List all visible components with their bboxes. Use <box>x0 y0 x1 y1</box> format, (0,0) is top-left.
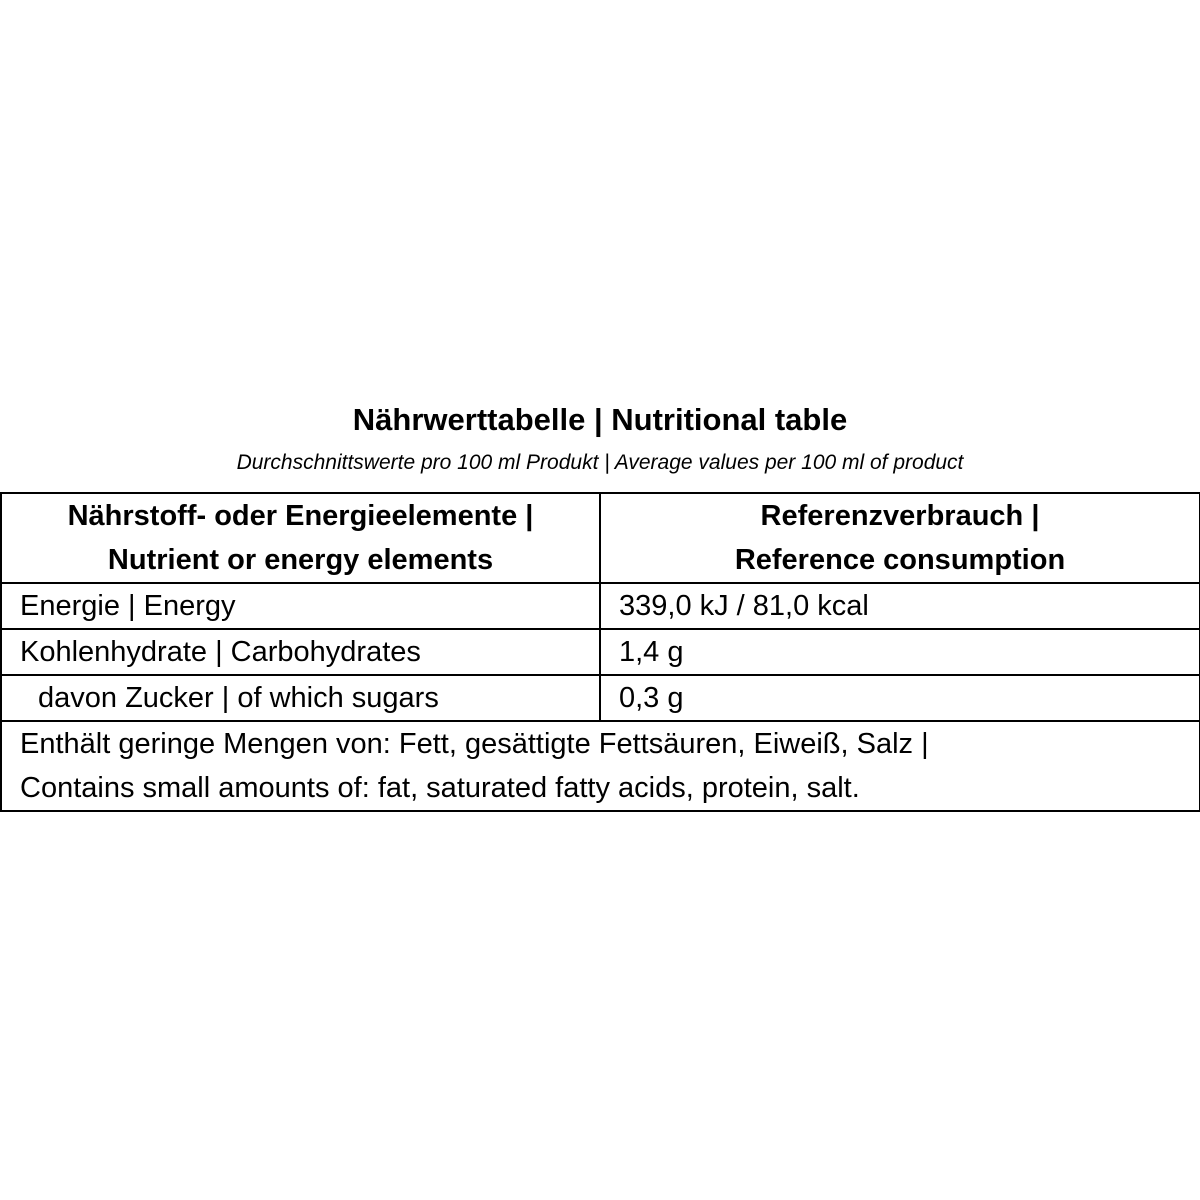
row-energy-value: 339,0 kJ / 81,0 kcal <box>600 583 1200 629</box>
header-nutrient-de: Nährstoff- oder Energieelemente | <box>67 500 534 532</box>
header-nutrient-en: Nutrient or energy elements <box>107 544 494 576</box>
note-en: Contains small amounts of: fat, saturated fatty acids, protein, salt. <box>20 772 860 804</box>
row-carbohydrates-value: 1,4 g <box>600 629 1200 675</box>
header-reference <box>600 493 1200 583</box>
table-title: Nährwerttabelle | Nutritional table <box>352 402 848 437</box>
table-row <box>1 583 1200 629</box>
nutrition-table <box>0 492 1200 812</box>
header-nutrient <box>1 493 600 583</box>
header-reference-en: Reference consumption <box>734 544 1066 576</box>
note-de: Enthält geringe Mengen von: Fett, gesättigte Fettsäuren, Eiweiß, Salz | <box>20 728 929 760</box>
row-energy-label: Energie | Energy <box>1 583 600 629</box>
table-note-row <box>1 721 1200 811</box>
header-reference-de: Referenzverbrauch | <box>760 500 1040 532</box>
table-note <box>1 721 1200 811</box>
row-sugars-label: davon Zucker | of which sugars <box>1 675 600 721</box>
row-sugars-value: 0,3 g <box>600 675 1200 721</box>
table-row <box>1 629 1200 675</box>
table-subtitle: Durchschnittswerte pro 100 ml Produkt | Average values per 100 ml of product <box>236 451 964 474</box>
row-carbohydrates-label: Kohlenhydrate | Carbohydrates <box>1 629 600 675</box>
table-row <box>1 675 1200 721</box>
table-header-row <box>1 493 1200 583</box>
